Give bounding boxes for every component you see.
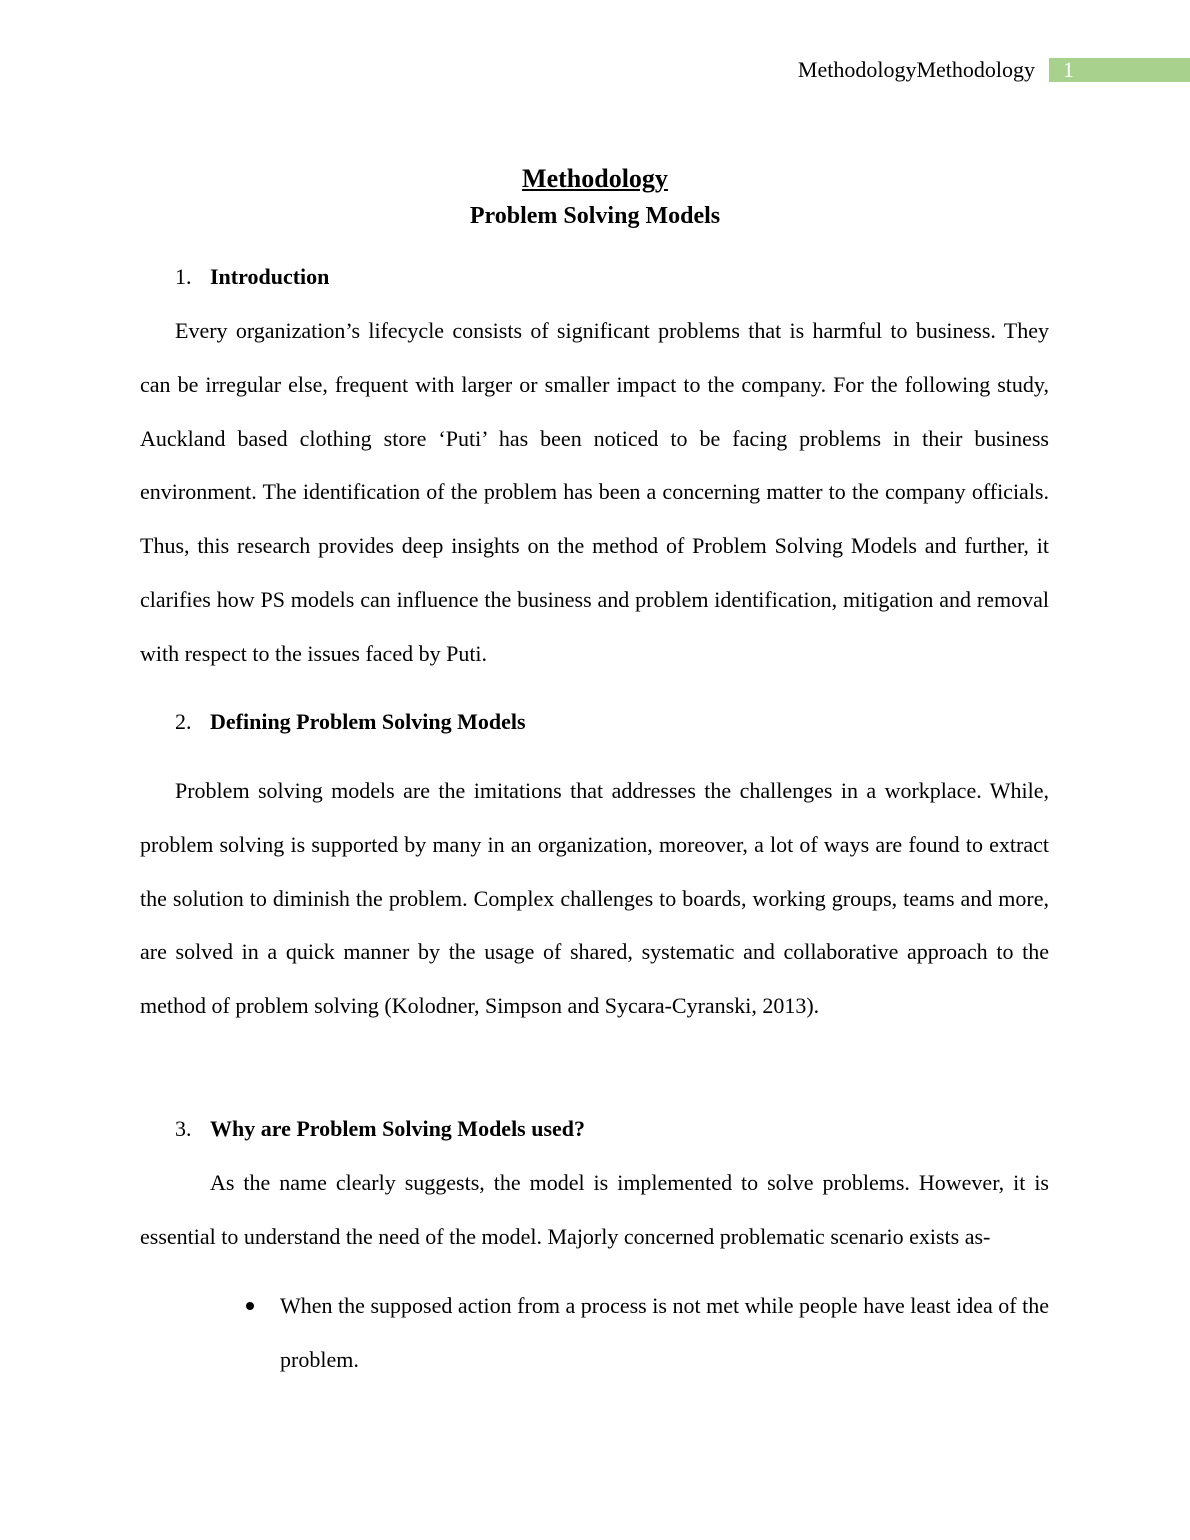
document-title: Methodology	[522, 164, 668, 193]
section-heading-introduction	[175, 262, 329, 292]
list-item	[240, 1279, 1049, 1387]
bullet-icon	[240, 1279, 280, 1387]
header-title: MethodologyMethodology	[797, 57, 1035, 82]
page-header	[798, 56, 1190, 84]
section-paragraph-introduction: Every organization’s lifecycle consists of significant problems that is harmful to business. They can be irregular else, frequent with larger or smaller impact to the company. For the following study, Auckland based clothing store ‘Puti’ has been noticed to be facing problems in their business environment. The identification of the problem has been a concerning matter to the company officials. Thus, this research provides deep insights on the method of Problem Solving Models and further, it clarifies how PS models can influence the business and problem identification, mitigation and removal with respect to the issues faced by Puti.	[140, 318, 1049, 666]
section-heading-label: Introduction	[210, 264, 330, 289]
section-number: 2.	[175, 709, 192, 734]
page-number-badge: 1	[1049, 58, 1190, 82]
section-paragraph-why-used: As the name clearly suggests, the model is implemented to solve problems. However, it is essential to understand the need of the model. Majorly concerned problematic scenario exists as-	[140, 1170, 1049, 1249]
section-paragraph-defining-models: Problem solving models are the imitations that addresses the challenges in a workplace. While, problem solving is supported by many in an organization, moreover, a lot of ways are found to extract the solution to diminish the problem. Complex challenges to boards, working groups, teams and more, are solved in a quick manner by the usage of shared, systematic and collaborative approach to the method of problem solving (Kolodner, Simpson and Sycara-Cyranski, 2013).	[140, 778, 1049, 1019]
section-heading-why-used	[175, 1114, 585, 1144]
list-item-text: When the supposed action from a process is not met while people have least idea of the problem.	[280, 1293, 1049, 1372]
section-number: 1.	[175, 264, 192, 289]
section-heading-label: Defining Problem Solving Models	[210, 709, 526, 734]
section-heading-defining-models	[175, 707, 526, 737]
document-subtitle: Problem Solving Models	[469, 203, 721, 229]
section-heading-label: Why are Problem Solving Models used?	[210, 1116, 586, 1141]
section-number: 3.	[175, 1116, 192, 1141]
